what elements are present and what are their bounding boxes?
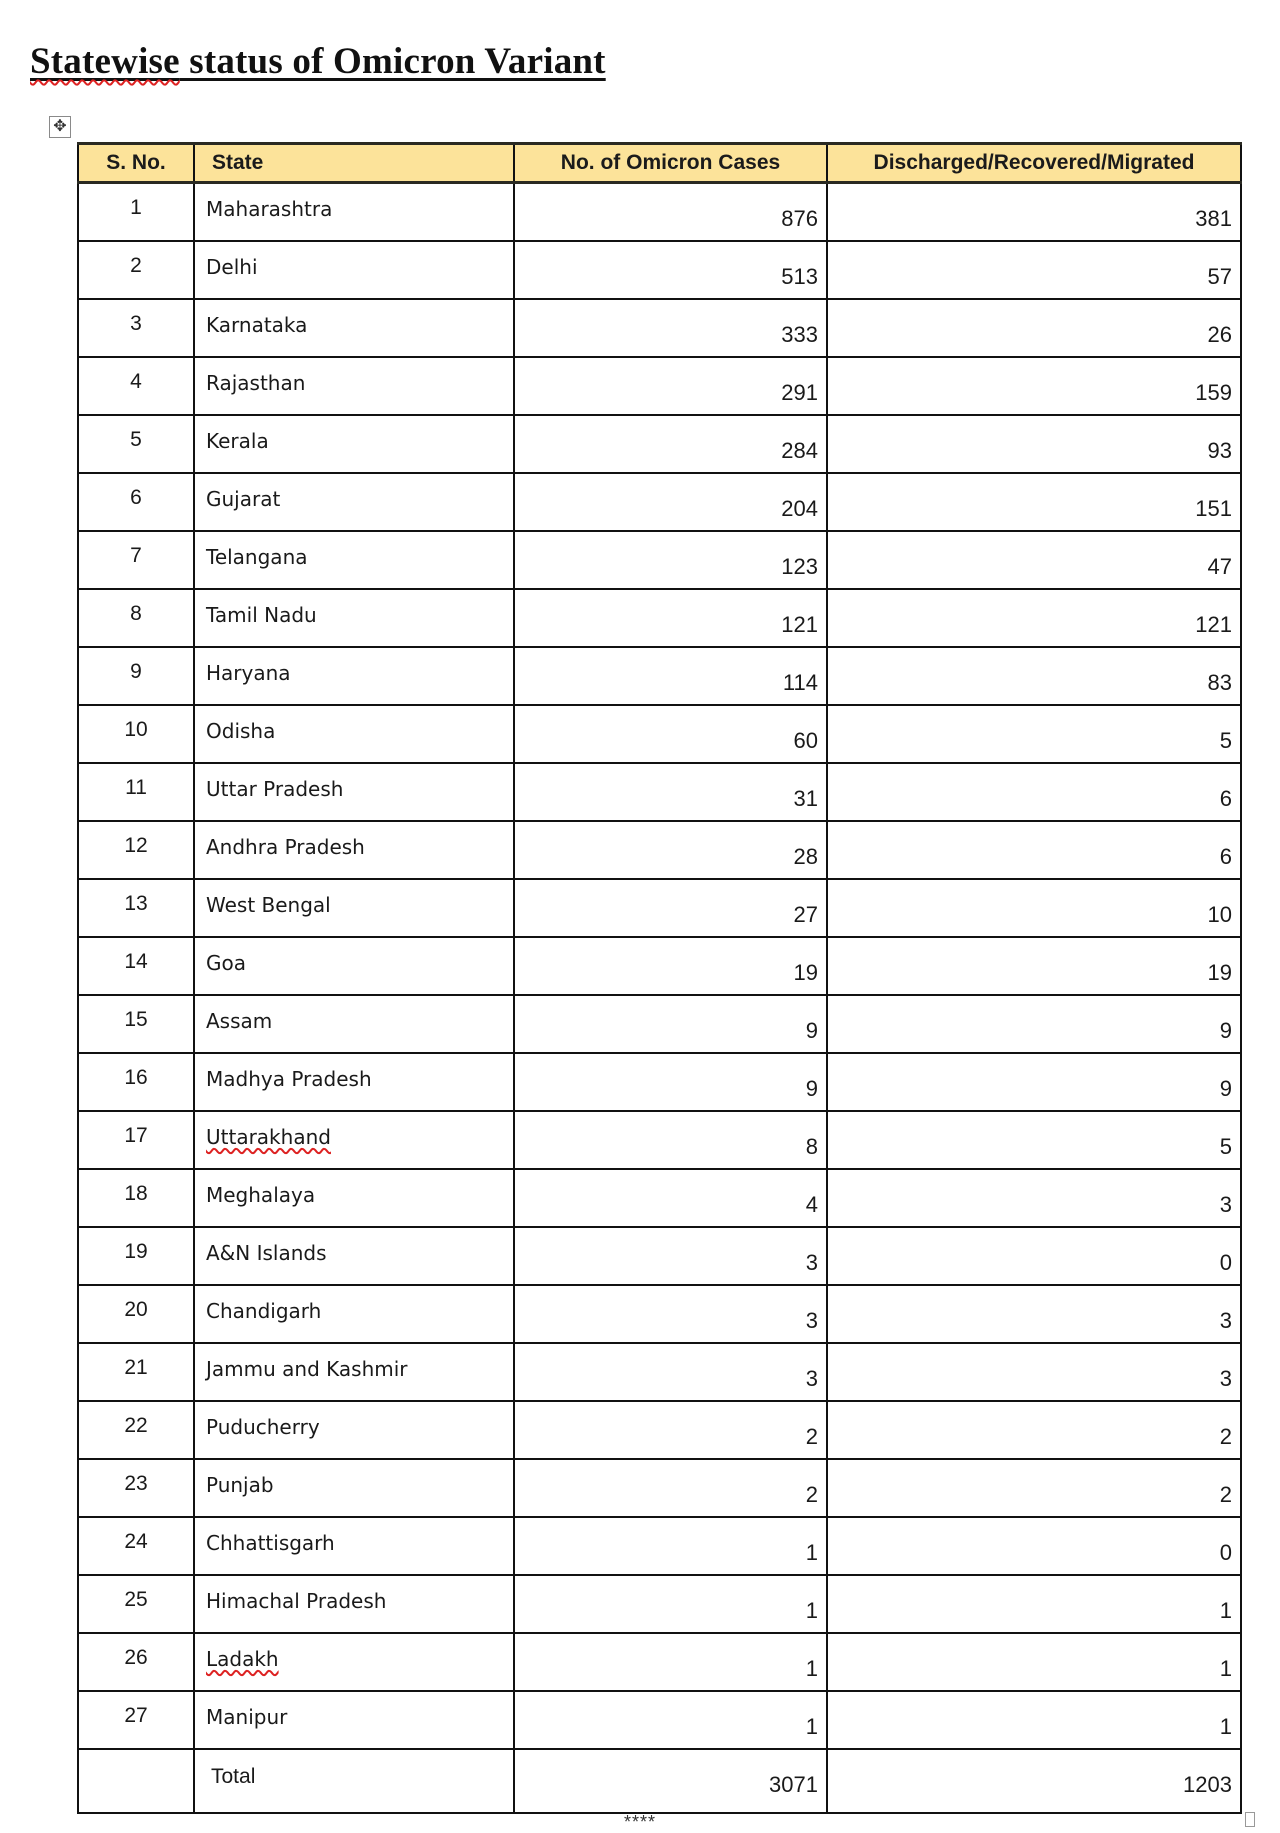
table-row xyxy=(78,937,1241,995)
sno-cell: 8 xyxy=(78,589,194,647)
table-header-row xyxy=(78,144,1241,183)
state-cell: Karnataka xyxy=(194,299,514,357)
discharged-cell: 2 xyxy=(827,1459,1241,1517)
discharged-cell: 83 xyxy=(827,647,1241,705)
cases-cell: 3 xyxy=(514,1343,827,1401)
state-cell: Punjab xyxy=(194,1459,514,1517)
sno-cell: 18 xyxy=(78,1169,194,1227)
end-of-cell-mark xyxy=(1245,1812,1255,1827)
cases-cell: 9 xyxy=(514,995,827,1053)
table-row xyxy=(78,1343,1241,1401)
state-cell: Meghalaya xyxy=(194,1169,514,1227)
discharged-cell: 10 xyxy=(827,879,1241,937)
header-discharged: Discharged/Recovered/Migrated xyxy=(827,144,1241,183)
table-row xyxy=(78,589,1241,647)
sno-cell: 7 xyxy=(78,531,194,589)
discharged-cell: 1 xyxy=(827,1575,1241,1633)
sno-cell: 21 xyxy=(78,1343,194,1401)
state-cell xyxy=(194,1111,514,1169)
table-row xyxy=(78,1401,1241,1459)
table-row xyxy=(78,183,1241,241)
table-row xyxy=(78,879,1241,937)
discharged-cell: 0 xyxy=(827,1227,1241,1285)
document-title xyxy=(30,40,606,83)
cases-cell: 19 xyxy=(514,937,827,995)
discharged-cell: 9 xyxy=(827,1053,1241,1111)
state-cell: Andhra Pradesh xyxy=(194,821,514,879)
state-cell: Assam xyxy=(194,995,514,1053)
cases-cell: 27 xyxy=(514,879,827,937)
sno-cell: 12 xyxy=(78,821,194,879)
state-cell: Madhya Pradesh xyxy=(194,1053,514,1111)
discharged-cell: 121 xyxy=(827,589,1241,647)
sno-cell: 27 xyxy=(78,1691,194,1749)
misspelled-word: Uttarakhand xyxy=(206,1124,331,1149)
discharged-cell: 2 xyxy=(827,1401,1241,1459)
table-row xyxy=(78,473,1241,531)
discharged-cell: 0 xyxy=(827,1517,1241,1575)
sno-cell: 10 xyxy=(78,705,194,763)
cases-cell: 28 xyxy=(514,821,827,879)
cases-cell: 2 xyxy=(514,1459,827,1517)
sno-cell: 2 xyxy=(78,241,194,299)
table-row xyxy=(78,705,1241,763)
header-cases: No. of Omicron Cases xyxy=(514,144,827,183)
sno-cell: 16 xyxy=(78,1053,194,1111)
state-cell: Tamil Nadu xyxy=(194,589,514,647)
sno-cell: 23 xyxy=(78,1459,194,1517)
total-sno-cell xyxy=(78,1749,194,1813)
sno-cell: 14 xyxy=(78,937,194,995)
discharged-cell: 1 xyxy=(827,1633,1241,1691)
cases-cell: 60 xyxy=(514,705,827,763)
discharged-cell: 9 xyxy=(827,995,1241,1053)
state-cell: Kerala xyxy=(194,415,514,473)
cases-cell: 3 xyxy=(514,1285,827,1343)
state-cell: Haryana xyxy=(194,647,514,705)
table-row xyxy=(78,1053,1241,1111)
table-row xyxy=(78,1169,1241,1227)
table-row xyxy=(78,1575,1241,1633)
cases-cell: 114 xyxy=(514,647,827,705)
header-state: State xyxy=(194,144,514,183)
discharged-cell: 47 xyxy=(827,531,1241,589)
state-cell: Himachal Pradesh xyxy=(194,1575,514,1633)
state-cell: Manipur xyxy=(194,1691,514,1749)
table-row xyxy=(78,1459,1241,1517)
table-row xyxy=(78,1285,1241,1343)
total-label: Total xyxy=(194,1749,514,1813)
state-cell: Maharashtra xyxy=(194,183,514,241)
sno-cell: 13 xyxy=(78,879,194,937)
discharged-cell: 3 xyxy=(827,1169,1241,1227)
table-move-handle-icon[interactable]: ✥ xyxy=(49,116,71,138)
discharged-cell: 6 xyxy=(827,821,1241,879)
misspelled-word: Ladakh xyxy=(206,1646,279,1671)
discharged-cell: 6 xyxy=(827,763,1241,821)
table-row xyxy=(78,763,1241,821)
cases-cell: 1 xyxy=(514,1691,827,1749)
state-cell: Rajasthan xyxy=(194,357,514,415)
sno-cell: 9 xyxy=(78,647,194,705)
state-cell: West Bengal xyxy=(194,879,514,937)
table-row xyxy=(78,1517,1241,1575)
table-body xyxy=(78,183,1241,1813)
table-row xyxy=(78,531,1241,589)
table-row xyxy=(78,647,1241,705)
title-rest: status of Omicron Variant xyxy=(179,41,606,82)
cases-cell: 1 xyxy=(514,1633,827,1691)
title-misspelled-word: Statewise xyxy=(30,41,180,82)
state-cell: Goa xyxy=(194,937,514,995)
state-cell: Telangana xyxy=(194,531,514,589)
sno-cell: 24 xyxy=(78,1517,194,1575)
discharged-cell: 5 xyxy=(827,1111,1241,1169)
end-of-document-stars: **** xyxy=(624,1812,657,1832)
table-row xyxy=(78,415,1241,473)
table-row xyxy=(78,1691,1241,1749)
table-row xyxy=(78,821,1241,879)
table-row xyxy=(78,1111,1241,1169)
sno-cell: 22 xyxy=(78,1401,194,1459)
sno-cell: 6 xyxy=(78,473,194,531)
table-row xyxy=(78,357,1241,415)
omicron-status-table xyxy=(77,142,1242,1814)
sno-cell: 4 xyxy=(78,357,194,415)
state-cell: Delhi xyxy=(194,241,514,299)
discharged-cell: 151 xyxy=(827,473,1241,531)
state-cell: Puducherry xyxy=(194,1401,514,1459)
discharged-cell: 93 xyxy=(827,415,1241,473)
total-row xyxy=(78,1749,1241,1813)
sno-cell: 3 xyxy=(78,299,194,357)
discharged-cell: 3 xyxy=(827,1285,1241,1343)
cases-cell: 9 xyxy=(514,1053,827,1111)
header-sno: S. No. xyxy=(78,144,194,183)
cases-cell: 204 xyxy=(514,473,827,531)
state-cell: Gujarat xyxy=(194,473,514,531)
cases-cell: 1 xyxy=(514,1575,827,1633)
cases-cell: 123 xyxy=(514,531,827,589)
sno-cell: 15 xyxy=(78,995,194,1053)
discharged-cell: 26 xyxy=(827,299,1241,357)
total-discharged: 1203 xyxy=(827,1749,1241,1813)
sno-cell: 5 xyxy=(78,415,194,473)
discharged-cell: 19 xyxy=(827,937,1241,995)
state-cell: Uttar Pradesh xyxy=(194,763,514,821)
state-cell: A&N Islands xyxy=(194,1227,514,1285)
sno-cell: 19 xyxy=(78,1227,194,1285)
cases-cell: 31 xyxy=(514,763,827,821)
sno-cell: 26 xyxy=(78,1633,194,1691)
cases-cell: 284 xyxy=(514,415,827,473)
discharged-cell: 3 xyxy=(827,1343,1241,1401)
cases-cell: 121 xyxy=(514,589,827,647)
sno-cell: 1 xyxy=(78,183,194,241)
sno-cell: 25 xyxy=(78,1575,194,1633)
cases-cell: 1 xyxy=(514,1517,827,1575)
cases-cell: 513 xyxy=(514,241,827,299)
cases-cell: 3 xyxy=(514,1227,827,1285)
table-row xyxy=(78,1227,1241,1285)
table-row xyxy=(78,299,1241,357)
discharged-cell: 1 xyxy=(827,1691,1241,1749)
cases-cell: 876 xyxy=(514,183,827,241)
sno-cell: 11 xyxy=(78,763,194,821)
state-cell: Chhattisgarh xyxy=(194,1517,514,1575)
discharged-cell: 381 xyxy=(827,183,1241,241)
total-cases: 3071 xyxy=(514,1749,827,1813)
table-row xyxy=(78,241,1241,299)
discharged-cell: 159 xyxy=(827,357,1241,415)
discharged-cell: 57 xyxy=(827,241,1241,299)
state-cell: Jammu and Kashmir xyxy=(194,1343,514,1401)
cases-cell: 2 xyxy=(514,1401,827,1459)
cases-cell: 4 xyxy=(514,1169,827,1227)
sno-cell: 20 xyxy=(78,1285,194,1343)
sno-cell: 17 xyxy=(78,1111,194,1169)
cases-cell: 291 xyxy=(514,357,827,415)
table-row xyxy=(78,1633,1241,1691)
table-row xyxy=(78,995,1241,1053)
state-cell xyxy=(194,1633,514,1691)
state-cell: Odisha xyxy=(194,705,514,763)
state-cell: Chandigarh xyxy=(194,1285,514,1343)
discharged-cell: 5 xyxy=(827,705,1241,763)
cases-cell: 333 xyxy=(514,299,827,357)
cases-cell: 8 xyxy=(514,1111,827,1169)
